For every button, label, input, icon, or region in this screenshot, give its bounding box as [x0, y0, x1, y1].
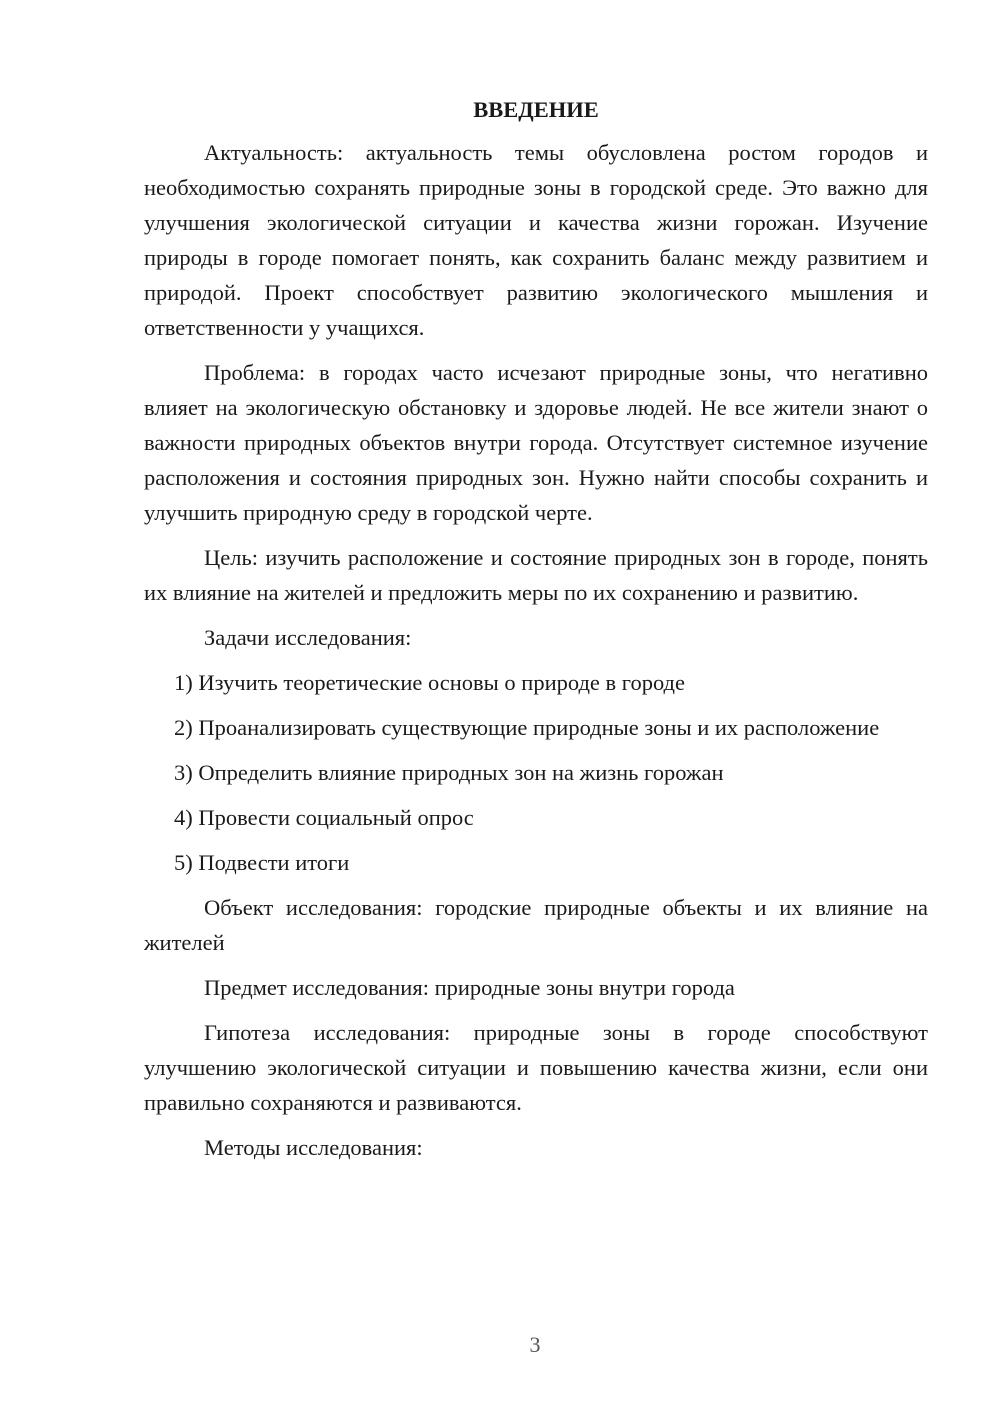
paragraph-hypothesis: Гипотеза исследования: природные зоны в городе способствуют улучшению экологической ситуации и повышению качества жизни, если они правильно сохраняются и развиваются.	[144, 1020, 928, 1115]
task-item-3: 3) Определить влияние природных зон на жизнь горожан	[174, 760, 724, 785]
paragraph-object: Объект исследования: городские природные объекты и их влияние на жителей	[144, 895, 928, 955]
document-page	[144, 94, 928, 1175]
paragraph-goal: Цель: изучить расположение и состояние природных зон в городе, понять их влияние на жителей и предложить меры по их сохранению и развитию.	[144, 545, 928, 605]
section-title: ВВЕДЕНИЕ	[473, 97, 599, 122]
paragraph-relevance: Актуальность: актуальность темы обусловлена ростом городов и необходимостью сохранять природные зоны в городской среде. Это важно для улучшения экологической ситуации и качества жизни горожан. Изучение природы в городе помогает понять, как сохранить баланс между развитием и природой. Проект способствует развитию экологического мышления и ответственности у учащихся.	[144, 140, 928, 340]
methods-heading: Методы исследования:	[204, 1135, 423, 1160]
paragraph-subject: Предмет исследования: природные зоны внутри города	[204, 975, 735, 1000]
tasks-heading: Задачи исследования:	[204, 625, 412, 650]
paragraph-problem: Проблема: в городах часто исчезают природные зоны, что негативно влияет на экологическую обстановку и здоровье людей. Не все жители знают о важности природных объектов внутри города. Отсутствует системное изучение расположения и состояния природных зон. Нужно найти способы сохранить и улучшить природную среду в городской черте.	[144, 360, 928, 525]
task-item-5: 5) Подвести итоги	[174, 850, 350, 875]
task-item-4: 4) Провести социальный опрос	[174, 805, 474, 830]
task-item-1: 1) Изучить теоретические основы о природе в городе	[174, 670, 685, 695]
task-item-2: 2) Проанализировать существующие природные зоны и их расположение	[174, 715, 880, 740]
page-number: 3	[529, 1332, 541, 1357]
